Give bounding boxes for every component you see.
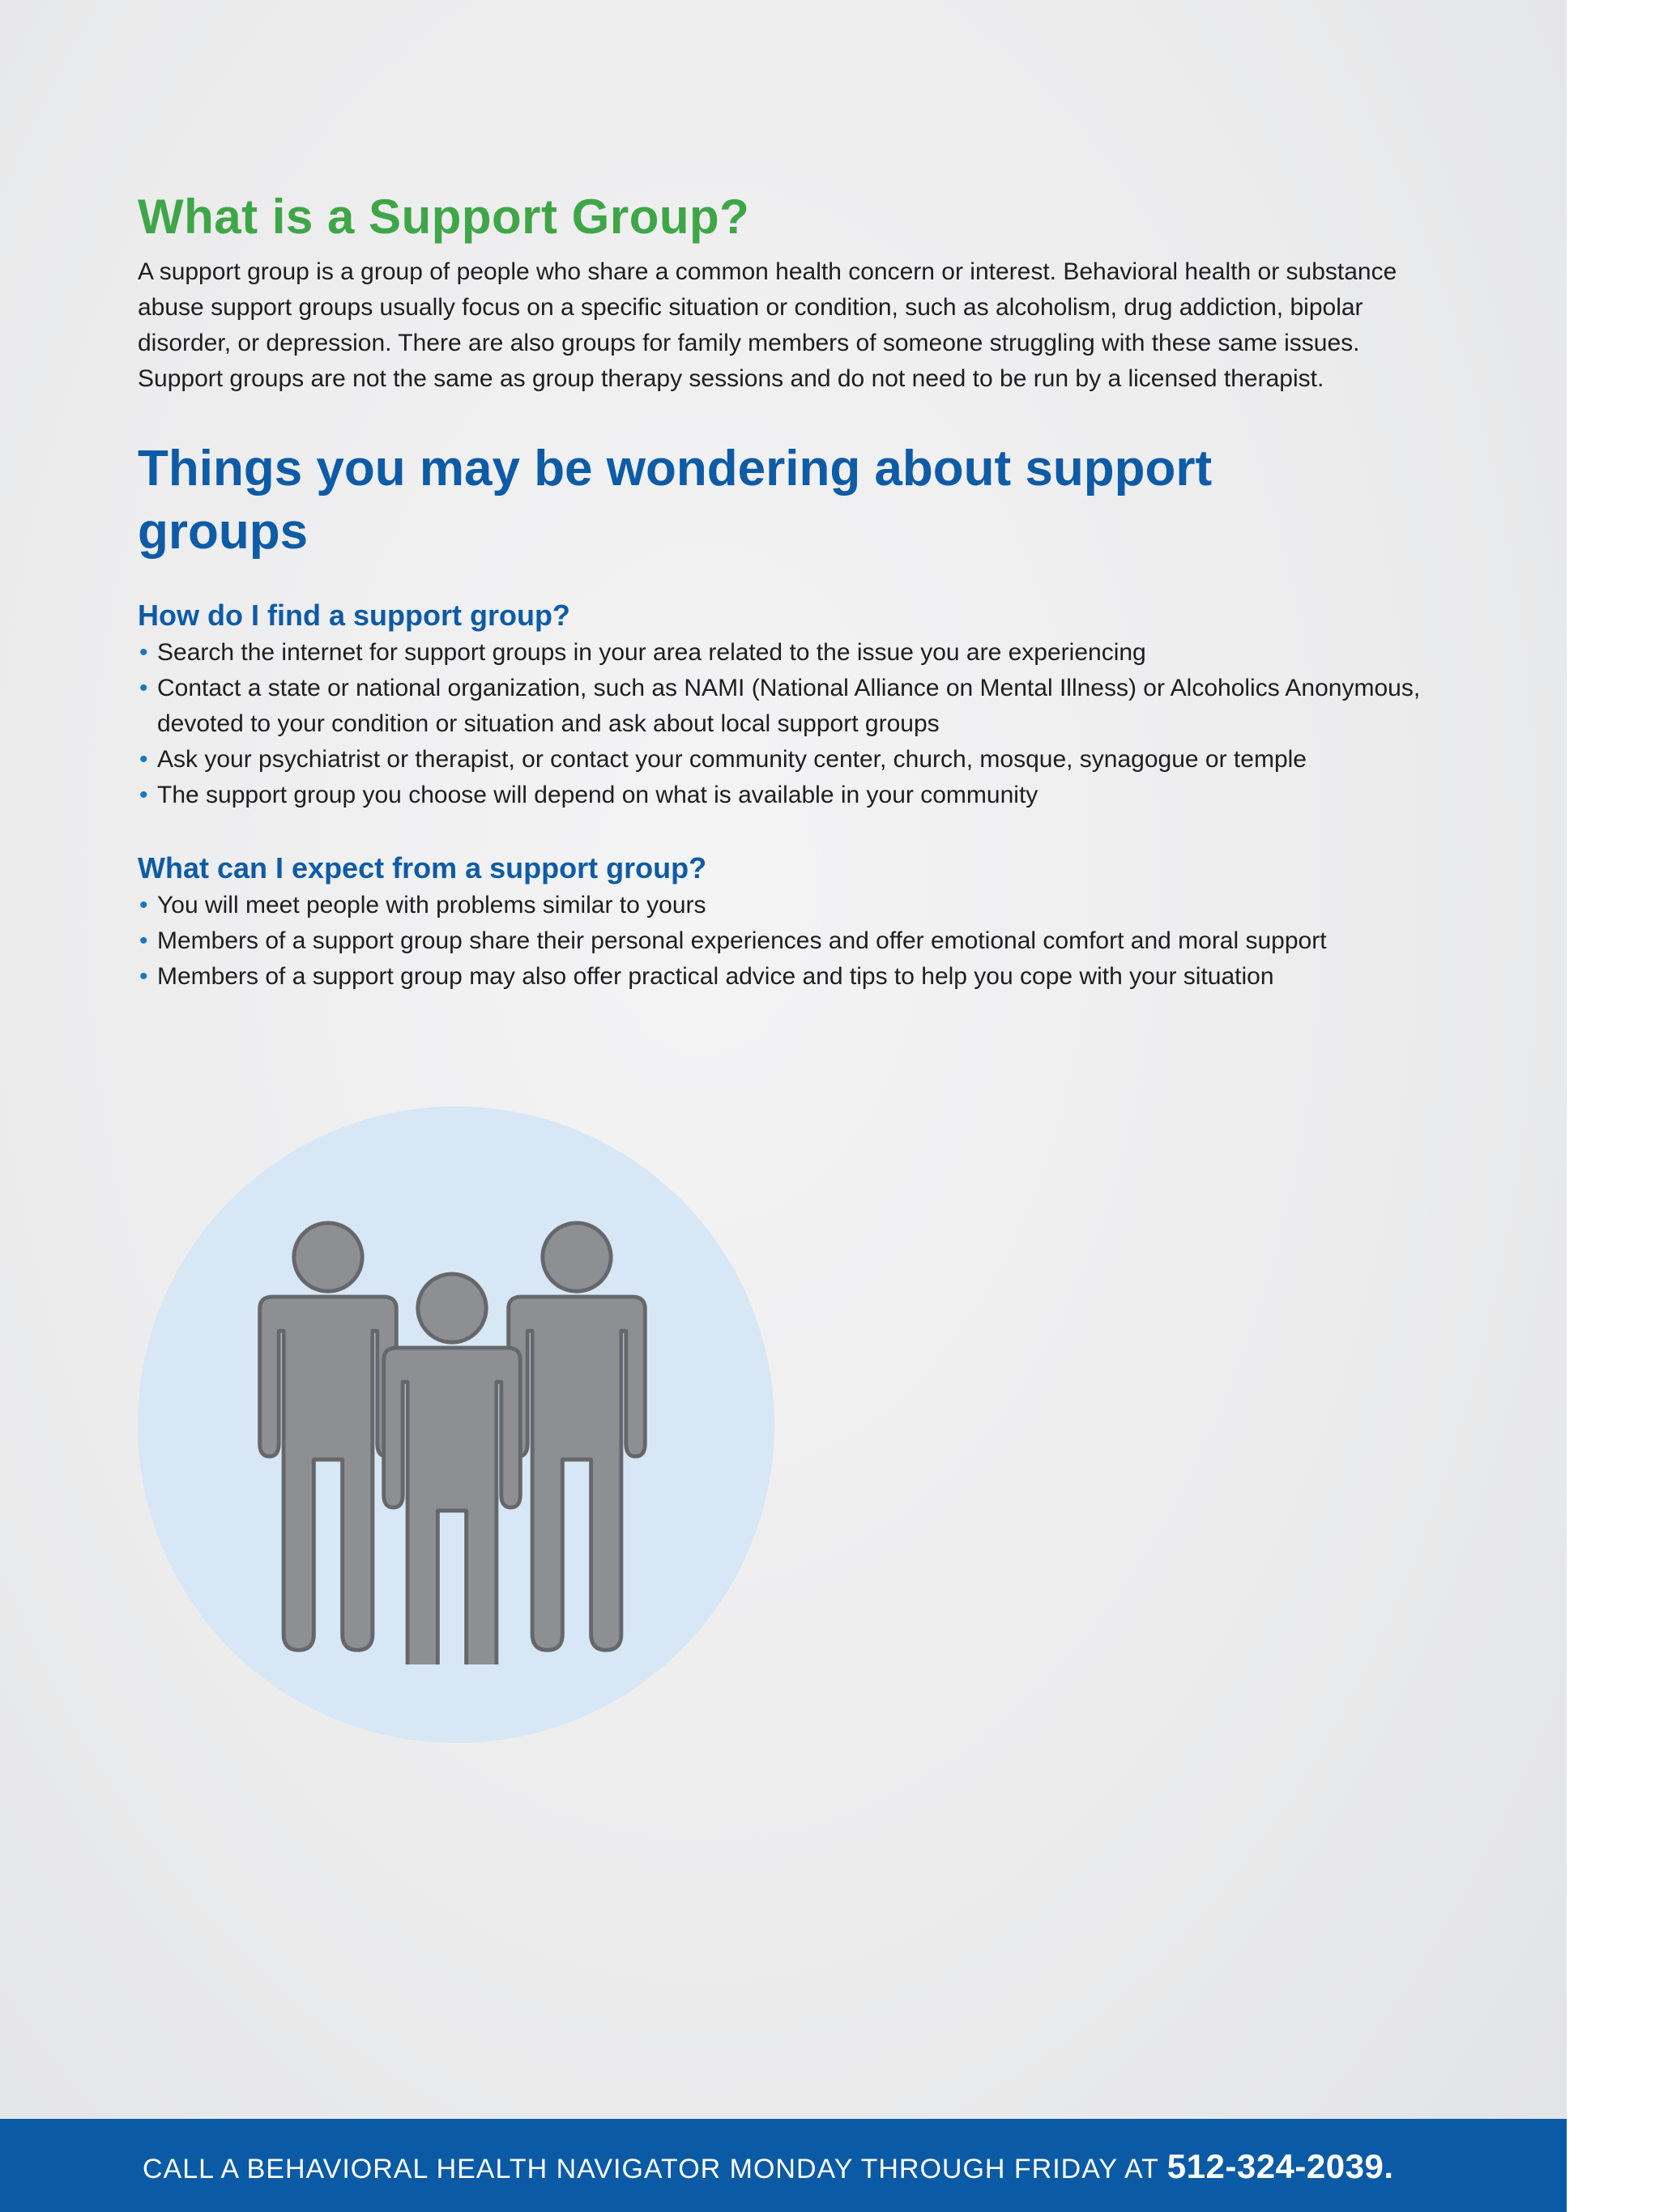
bullet-icon: • <box>139 927 148 954</box>
list-item: • The support group you choose will depend on what is available in your community <box>138 778 1434 813</box>
list-item: • Members of a support group share their personal experiences and offer emotional comfort and moral support <box>138 923 1434 959</box>
footer-bar <box>0 2119 1567 2212</box>
person-center <box>384 1274 521 1664</box>
footer-callout <box>143 2146 1394 2189</box>
phone-number[interactable]: 512-324-2039. <box>1166 2147 1394 2185</box>
expect-group-heading: What can I expect from a support group? <box>138 851 707 884</box>
bullet-icon: • <box>139 639 148 666</box>
wondering-heading: Things you may be wondering about support groups <box>138 441 1213 560</box>
list-item: • Search the internet for support groups in your area related to the issue you are experiencing <box>138 635 1434 671</box>
bullet-icon: • <box>139 675 148 701</box>
support-group-heading: What is a Support Group? <box>138 190 750 244</box>
list-item: • You will meet people with problems similar to yours <box>138 888 1434 923</box>
bullet-icon: • <box>139 746 148 773</box>
page-margin <box>1567 0 1659 2212</box>
bullet-icon: • <box>139 782 148 808</box>
person-left <box>260 1223 397 1650</box>
bullet-icon: • <box>139 892 148 918</box>
find-group-heading: How do I find a support group? <box>138 599 570 632</box>
footer-text: CALL A BEHAVIORAL HEALTH NAVIGATOR MONDAY THROUGH FRIDAY AT <box>143 2154 1167 2184</box>
main-content <box>138 185 1434 995</box>
list-item: • Members of a support group may also offer practical advice and tips to help you cope with your situation <box>138 959 1434 995</box>
support-group-description: A support group is a group of people who share a common health concern or interest. Behavioral health or substance abuse support groups usually focus on a specific situation or condition, such as alcoholism, drug addiction, bipolar disorder, or depression. There are also groups for family members of someone struggling with these same issues. Support groups are not the same as group therapy sessions and do not need to be run by a licensed therapist. <box>138 258 1397 392</box>
list-item: • Contact a state or national organization, such as NAMI (National Alliance on Mental Illness) or Alcoholics Anonymous, devoted to your condition or situation and ask about local support groups <box>138 671 1434 742</box>
person-right <box>509 1223 646 1650</box>
bullet-icon: • <box>139 963 148 990</box>
list-item: • Ask your psychiatrist or therapist, or contact your community center, church, mosque, synagogue or temple <box>138 742 1434 778</box>
expect-group-list <box>138 888 1434 995</box>
find-group-list <box>138 635 1434 813</box>
group-of-people-icon <box>251 1219 656 1664</box>
